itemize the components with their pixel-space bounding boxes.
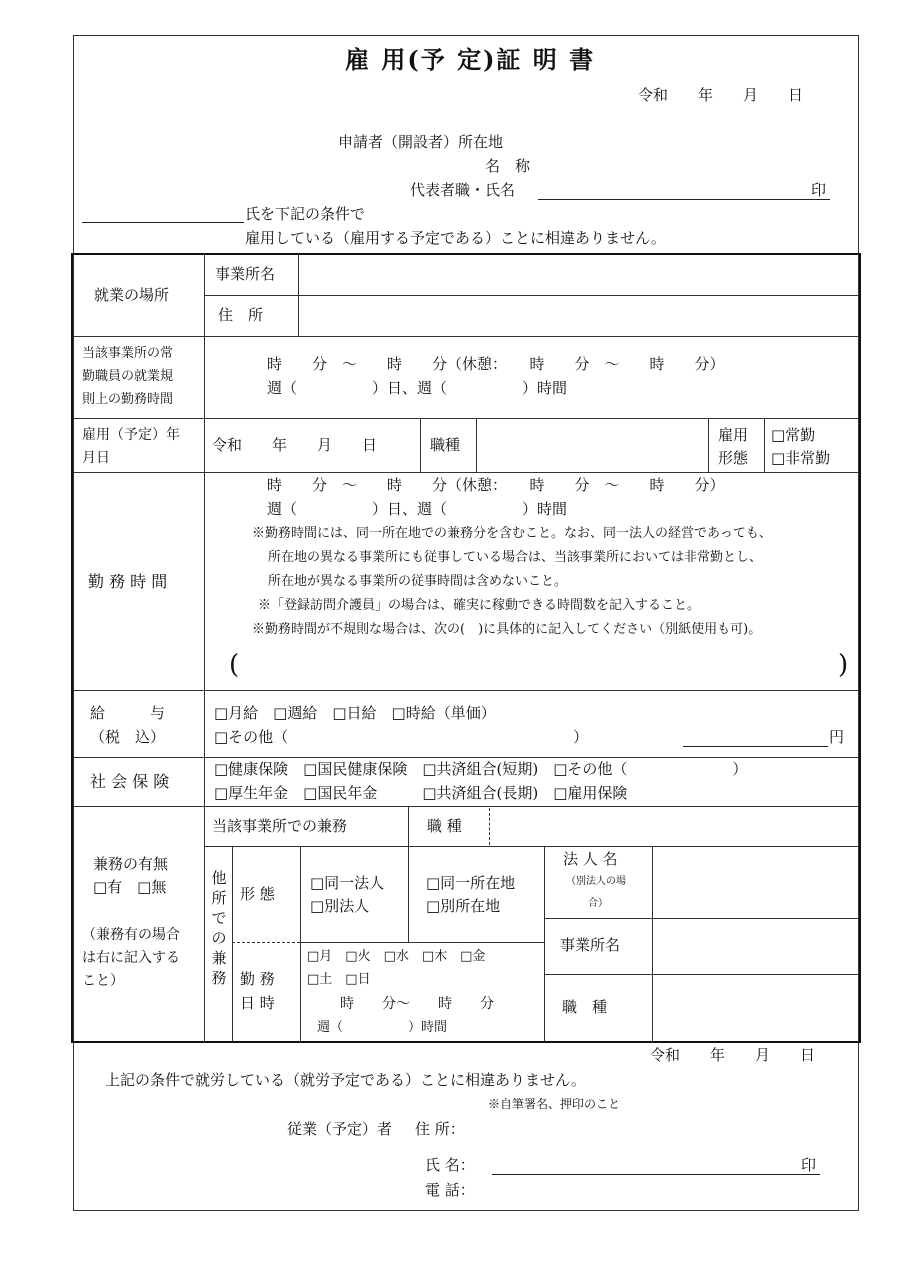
irregular-paren-open: (	[229, 650, 240, 680]
concurrent-label: 兼務の有無	[93, 855, 169, 873]
emp-type-label-1: 雇用	[718, 426, 749, 444]
emp-type-fulltime-checkbox[interactable]: □常勤	[771, 426, 816, 444]
worker-name-label: 氏 名：	[425, 1156, 475, 1174]
emp-col-sep	[708, 418, 709, 472]
office-name-label: 事業所名	[215, 265, 276, 283]
worker-address-label: 住 所：	[415, 1120, 465, 1138]
workplace-address-input[interactable]	[300, 297, 857, 335]
salary-other[interactable]: □その他（ ）	[214, 728, 589, 746]
emp-col-sep	[476, 418, 477, 472]
form-dash	[232, 942, 300, 943]
footer-statement: 上記の条件で就労している（就労予定である）ことに相違ありません。	[105, 1071, 586, 1089]
insurance-label: 社 会 保 険	[90, 772, 170, 791]
emp-type-label-2: 形態	[718, 449, 749, 467]
salary-label-1: 給 与	[90, 704, 166, 722]
work-time-line[interactable]: 時 分 ～ 時 分（休憩： 時 分 ～ 時 分）	[267, 476, 725, 494]
same-office-label: 当該事業所での兼務	[212, 817, 348, 835]
applicant-name-label: 名 称	[485, 157, 531, 175]
other-office-label: 他 所 で の 兼 務	[211, 869, 227, 987]
schedule-time-line[interactable]: 時 分～ 時 分	[340, 996, 494, 1012]
other-office-name-label: 事業所名	[560, 936, 621, 954]
document-title: 雇 用(予 定)証 明 書	[345, 45, 596, 74]
insurance-line-1[interactable]: □健康保険 □国民健康保険 □共済組合(短期) □その他（ ）	[214, 760, 748, 778]
rep-signature-line[interactable]	[538, 199, 830, 200]
corp-val-sep	[652, 846, 653, 1041]
rep-seal: 印	[811, 181, 827, 199]
row-sep	[73, 690, 859, 691]
salary-label-2: （税 込）	[90, 728, 166, 746]
corp-name-note-2: 合）	[588, 898, 608, 909]
corp-name-label: 法 人 名	[563, 850, 618, 868]
concurrent-col-sep	[408, 806, 409, 846]
work-week-line[interactable]: 週（ ）日、週（ ）時間	[267, 500, 568, 518]
weekend-checkboxes[interactable]: □土 □日	[307, 972, 371, 987]
work-note-3: ※勤務時間が不規則な場合は、次の( )に具体的に記入してください（別紙使用も可)。	[252, 622, 762, 637]
job-label: 職種	[430, 436, 461, 454]
other-job-input[interactable]	[654, 976, 857, 1039]
worker-phone-label: 電 話：	[425, 1181, 475, 1199]
form-col-sep	[300, 846, 301, 1041]
fulltime-week-line[interactable]: 週（ ）日、週（ ）時間	[267, 379, 568, 397]
fulltime-hours-label-2: 勤職員の就業規	[82, 369, 174, 384]
irregular-hours-input[interactable]	[245, 652, 830, 682]
worker-name-line[interactable]	[492, 1174, 820, 1175]
other-job-label: 職 種	[562, 998, 608, 1016]
footer-note: ※自筆署名、押印のこと	[488, 1097, 621, 1111]
schedule-label-2: 日 時	[240, 994, 275, 1012]
concurrent-yes-no-checkbox[interactable]: □有 □無	[93, 878, 167, 896]
work-note-2: ※「登録訪問介護員」の場合は、確実に稼動できる時間数を記入すること。	[258, 598, 701, 613]
form-sep	[300, 942, 544, 943]
emp-date-label-2: 月日	[82, 450, 110, 466]
row-sep	[73, 757, 859, 758]
fulltime-time-line[interactable]: 時 分 ～ 時 分（休憩： 時 分 ～ 時 分）	[267, 355, 725, 373]
workplace-col-sep	[298, 255, 299, 336]
emp-col-sep	[764, 418, 765, 472]
other-col-sep	[232, 846, 233, 1041]
applicant-address-label: 申請者（開設者）所在地	[338, 133, 504, 151]
workplace-label: 就業の場所	[94, 286, 170, 304]
form-label: 形 態	[240, 885, 275, 903]
weekday-checkboxes[interactable]: □月 □火 □水 □木 □金	[307, 949, 486, 964]
office-sep	[544, 974, 859, 975]
certify-statement: 雇用している（雇用する予定である）ことに相違ありません。	[245, 229, 666, 247]
work-note-1b: 所在地の異なる事業所にも従事している場合は、当該事業所においては非常勤とし、	[268, 550, 763, 565]
irregular-paren-close: )	[838, 650, 849, 680]
same-location-checkbox[interactable]: □同一所在地	[426, 874, 516, 892]
fulltime-hours-label-1: 当該事業所の常	[82, 346, 174, 361]
work-note-1c: 所在地が異なる事業所の従事時間は含めないこと。	[268, 574, 568, 589]
office-name-input[interactable]	[300, 257, 857, 294]
schedule-label-1: 勤 務	[240, 970, 275, 988]
concurrent-note-2: は右に記入する	[82, 950, 180, 966]
employee-name-line[interactable]	[82, 222, 244, 223]
salary-amount-line[interactable]	[683, 746, 828, 747]
date-header: 令和 年 月 日	[638, 86, 804, 104]
other-office-name-input[interactable]	[654, 920, 857, 972]
workplace-inner-sep	[204, 295, 859, 296]
concurrent-dash-sep	[489, 808, 490, 845]
row-sep	[73, 806, 859, 807]
corp-name-input[interactable]	[654, 848, 857, 916]
corp-col-sep	[544, 846, 545, 1041]
employee-suffix: 氏を下記の条件で	[245, 205, 366, 223]
footer-date: 令和 年 月 日	[650, 1046, 816, 1064]
work-note-1a: ※勤務時間には、同一所在地での兼務分を含むこと。なお、同一法人の経営であっても、	[252, 526, 772, 541]
work-hours-label: 勤 務 時 間	[88, 572, 168, 591]
row-sep	[73, 418, 859, 419]
emp-date-value[interactable]: 令和 年 月 日	[212, 436, 378, 454]
row-sep	[73, 336, 859, 337]
address-label: 住 所	[218, 306, 264, 324]
emp-type-parttime-checkbox[interactable]: □非常勤	[771, 449, 831, 467]
concurrent-job-label: 職 種	[427, 817, 462, 835]
concurrent-job-input[interactable]	[492, 808, 857, 844]
other-location-checkbox[interactable]: □別所在地	[426, 897, 501, 915]
form-opt-sep	[408, 846, 409, 942]
concurrent-note-1: （兼務有の場合	[82, 927, 180, 943]
fulltime-hours-label-3: 則上の勤務時間	[82, 392, 174, 407]
salary-yen: 円	[829, 728, 845, 746]
other-corp-checkbox[interactable]: □別法人	[310, 897, 370, 915]
worker-label: 従業（予定）者	[287, 1120, 393, 1138]
same-corp-checkbox[interactable]: □同一法人	[310, 874, 385, 892]
concurrent-note-3: こと）	[82, 973, 124, 989]
schedule-week-line[interactable]: 週（ ）時間	[317, 1020, 448, 1035]
label-col-divider	[204, 255, 205, 1041]
job-input[interactable]	[478, 420, 706, 470]
row-sep	[73, 472, 859, 473]
emp-date-label-1: 雇用（予定）年	[82, 427, 180, 443]
corp-name-note-1: （別法人の場	[566, 876, 626, 887]
applicant-rep-label: 代表者職・氏名	[410, 181, 516, 199]
insurance-line-2[interactable]: □厚生年金 □国民年金 □共済組合(長期) □雇用保険	[214, 784, 628, 802]
emp-col-sep	[420, 418, 421, 472]
worker-seal: 印	[801, 1156, 817, 1174]
salary-options[interactable]: □月給 □週給 □日給 □時給（単価）	[214, 704, 496, 722]
corp-sep	[544, 918, 859, 919]
concurrent-sep	[204, 846, 859, 847]
